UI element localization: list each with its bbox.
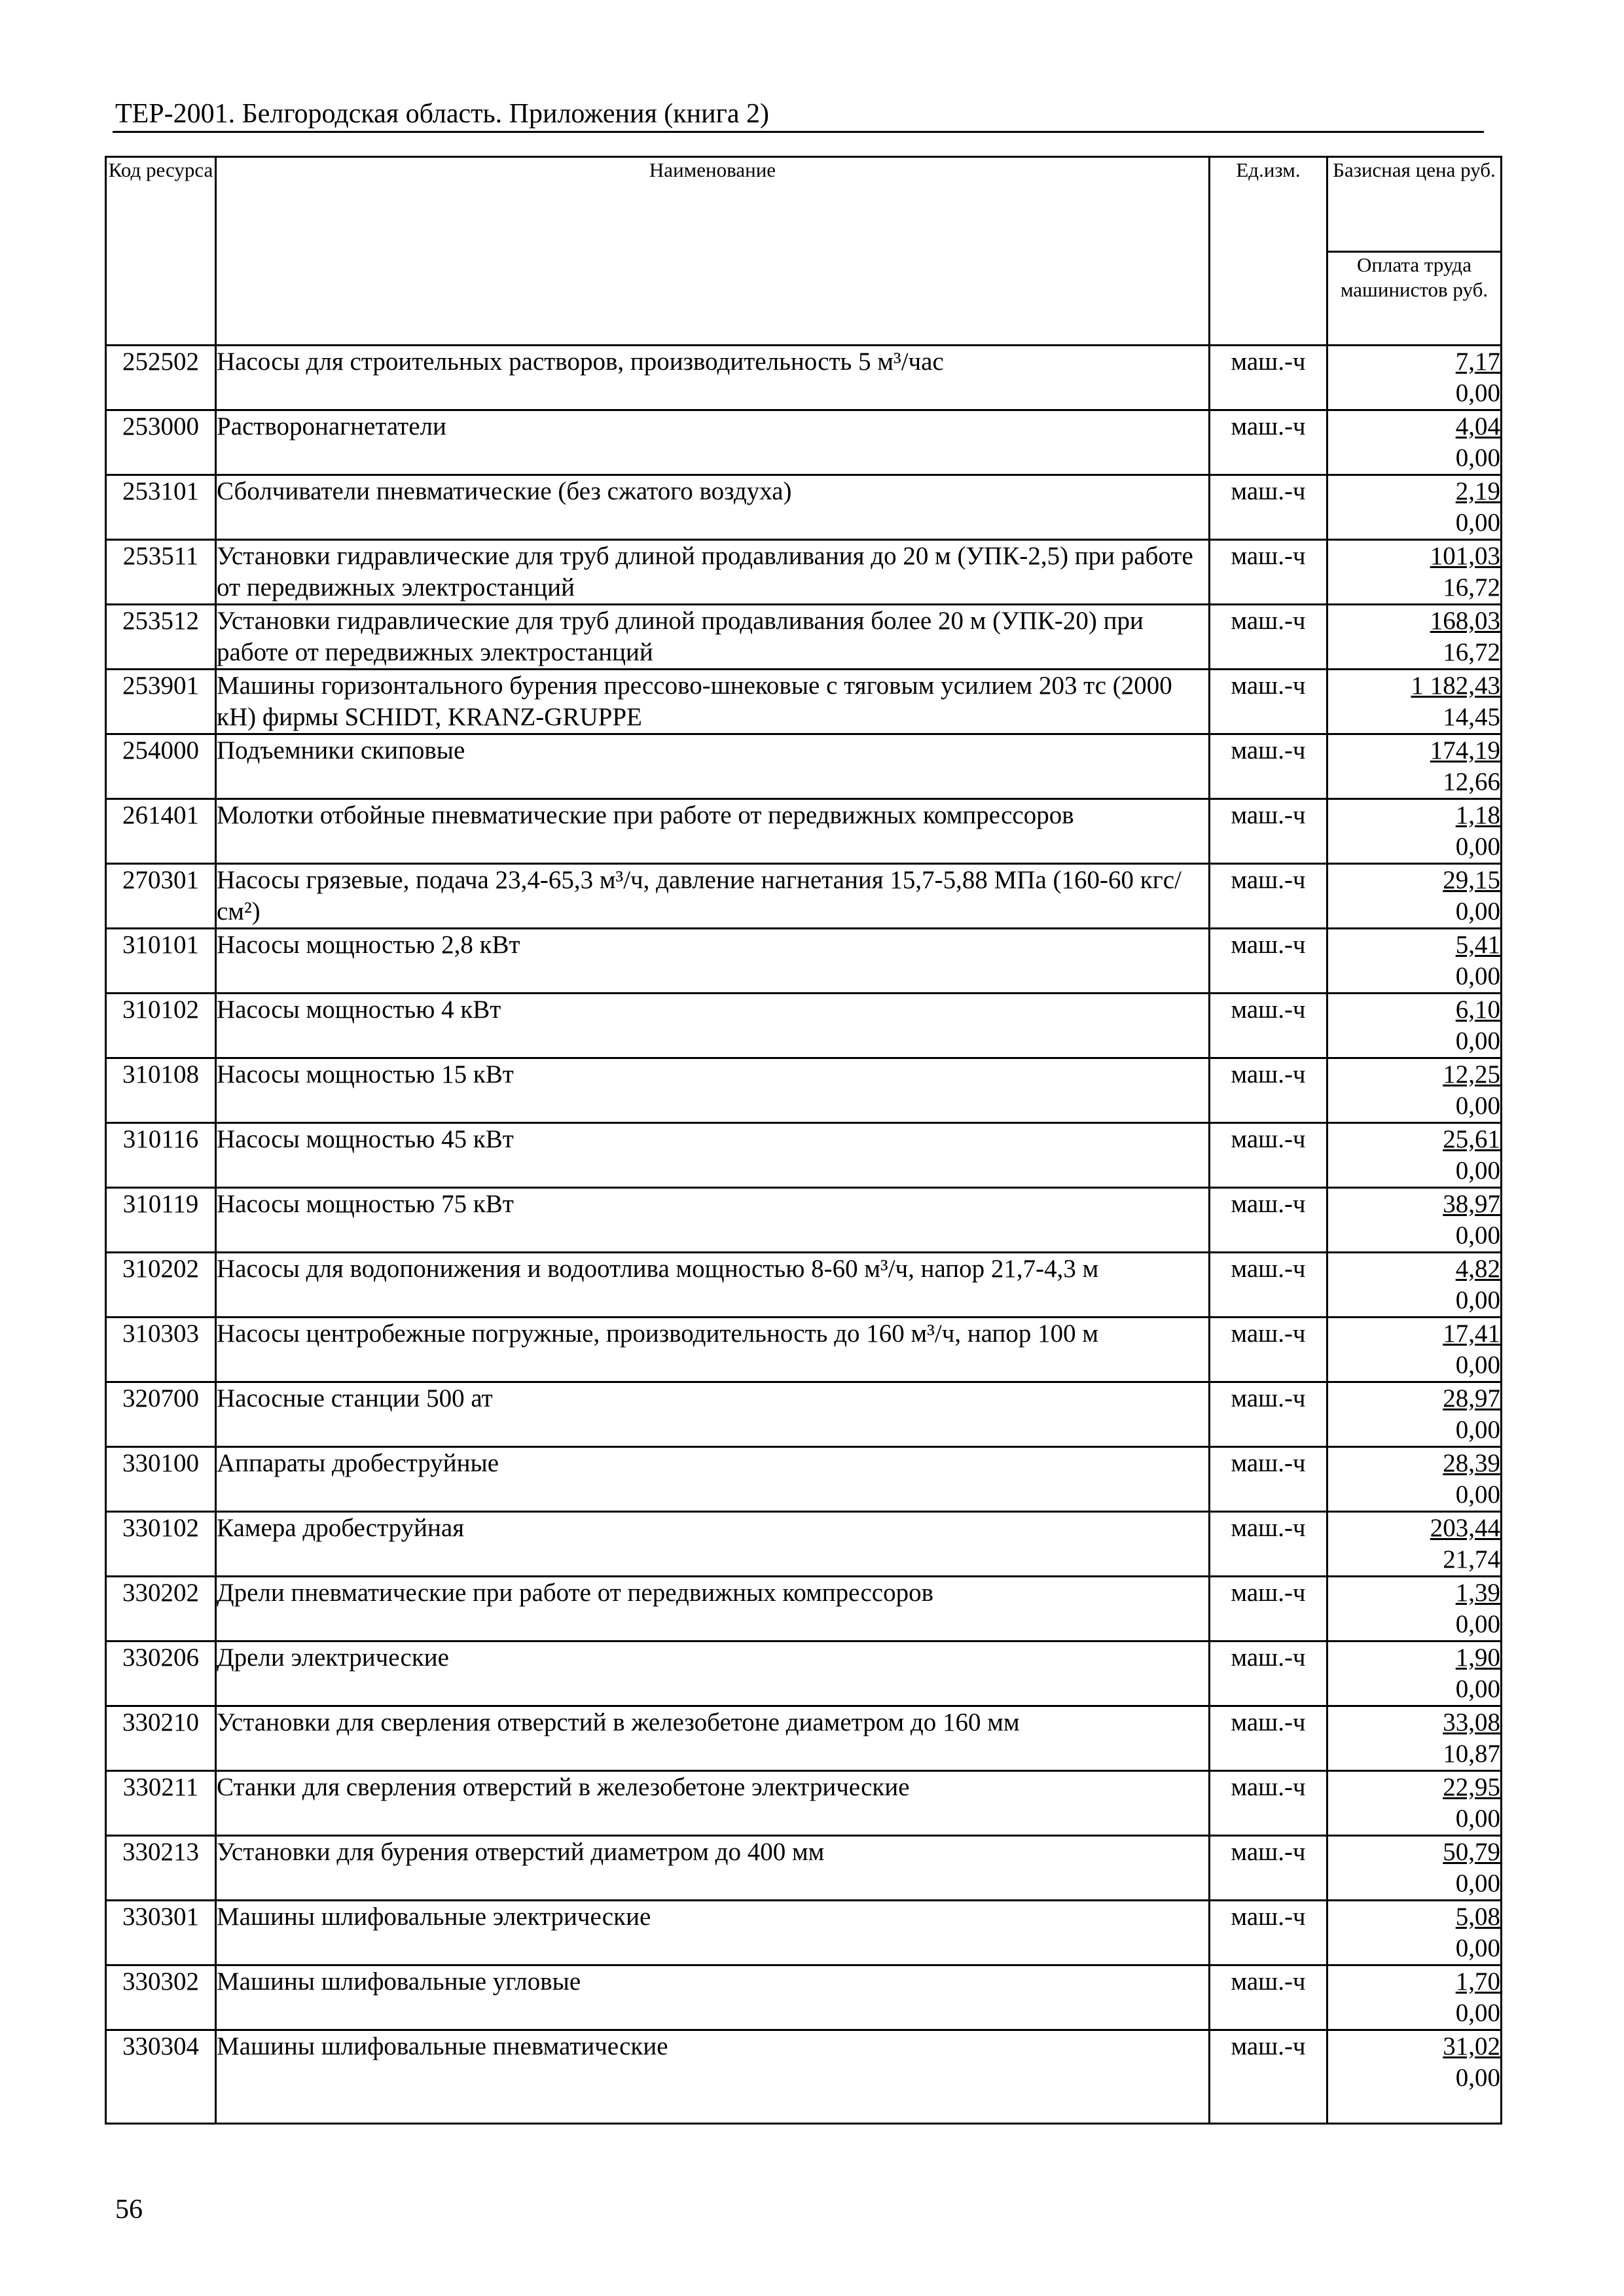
resource-code: 270301 xyxy=(106,864,216,929)
resource-code: 253000 xyxy=(106,410,216,475)
base-price: 12,25 xyxy=(1443,1060,1500,1088)
price-cell xyxy=(1327,1512,1502,1577)
operator-wage: 10,87 xyxy=(1443,1740,1500,1768)
operator-wage: 0,00 xyxy=(1455,1027,1500,1055)
price-cell xyxy=(1327,929,1502,994)
resource-unit: маш.-ч xyxy=(1210,1318,1327,1382)
base-price: 5,41 xyxy=(1455,931,1500,959)
resource-code: 310102 xyxy=(106,994,216,1058)
resource-unit: маш.-ч xyxy=(1210,1901,1327,1965)
resource-name: Сболчиватели пневматические (без сжатого воздуха) xyxy=(216,475,1210,540)
operator-wage: 0,00 xyxy=(1455,379,1500,407)
operator-wage: 0,00 xyxy=(1455,2064,1500,2092)
base-price: 38,97 xyxy=(1443,1190,1500,1218)
resource-unit: маш.-ч xyxy=(1210,1771,1327,1836)
operator-wage: 0,00 xyxy=(1455,509,1500,537)
resource-name: Установки для бурения отверстий диаметром до 400 мм xyxy=(216,1836,1210,1901)
resource-code: 330206 xyxy=(106,1641,216,1706)
resource-name: Машины горизонтального бурения прессово-шнековые с тяговым усилием 203 тс (2000 кН) фирмы SCHIDT, KRANZ-GRUPPE xyxy=(216,670,1210,734)
resource-unit: маш.-ч xyxy=(1210,670,1327,734)
base-price: 2,19 xyxy=(1455,477,1500,505)
price-cell xyxy=(1327,1706,1502,1771)
table-row xyxy=(106,1253,1502,1318)
resource-name: Насосы мощностью 45 кВт xyxy=(216,1123,1210,1188)
resource-name: Дрели электрические xyxy=(216,1641,1210,1706)
operator-wage: 16,72 xyxy=(1443,573,1500,601)
table-row xyxy=(106,1188,1502,1253)
operator-wage: 0,00 xyxy=(1455,962,1500,990)
base-price: 101,03 xyxy=(1430,542,1500,570)
base-price: 6,10 xyxy=(1455,996,1500,1024)
operator-wage: 0,00 xyxy=(1455,1416,1500,1444)
operator-wage: 0,00 xyxy=(1455,1351,1500,1379)
table-row xyxy=(106,929,1502,994)
resource-unit: маш.-ч xyxy=(1210,1706,1327,1771)
operator-wage: 0,00 xyxy=(1455,1092,1500,1120)
resource-unit: маш.-ч xyxy=(1210,1382,1327,1447)
page-header-title: ТЕР-2001. Белгородская область. Приложения (книга 2) xyxy=(115,99,769,129)
table-row xyxy=(106,799,1502,864)
resource-unit: маш.-ч xyxy=(1210,475,1327,540)
resource-unit: маш.-ч xyxy=(1210,1253,1327,1318)
resource-name: Установки гидравлические для труб длиной продавливания до 20 м (УПК-2,5) при работе от передвижных электростанций xyxy=(216,540,1210,605)
operator-wage: 14,45 xyxy=(1443,703,1500,731)
resource-code: 261401 xyxy=(106,799,216,864)
resource-name: Насосы мощностью 15 кВт xyxy=(216,1058,1210,1123)
base-price: 203,44 xyxy=(1430,1514,1500,1542)
resource-unit: маш.-ч xyxy=(1210,994,1327,1058)
table-row xyxy=(106,605,1502,670)
resource-code: 330301 xyxy=(106,1901,216,1965)
resource-name: Насосы для водопонижения и водоотлива мощностью 8-60 м³/ч, напор 21,7-4,3 м xyxy=(216,1253,1210,1318)
table-row xyxy=(106,475,1502,540)
operator-wage: 0,00 xyxy=(1455,1804,1500,1833)
resource-code: 330304 xyxy=(106,2030,216,2124)
price-cell xyxy=(1327,605,1502,670)
table-row xyxy=(106,1058,1502,1123)
resource-unit: маш.-ч xyxy=(1210,1836,1327,1901)
resource-name: Насосы мощностью 75 кВт xyxy=(216,1188,1210,1253)
resource-unit: маш.-ч xyxy=(1210,1447,1327,1512)
resource-unit: маш.-ч xyxy=(1210,1965,1327,2030)
resource-code: 330302 xyxy=(106,1965,216,2030)
resource-unit: маш.-ч xyxy=(1210,1512,1327,1577)
table-row xyxy=(106,540,1502,605)
base-price: 22,95 xyxy=(1443,1773,1500,1801)
operator-wage: 0,00 xyxy=(1455,444,1500,472)
resource-unit: маш.-ч xyxy=(1210,799,1327,864)
column-header-operator-wage: Оплата труда машинистов руб. xyxy=(1327,252,1502,346)
resource-name: Насосные станции 500 ат xyxy=(216,1382,1210,1447)
table-body xyxy=(106,346,1502,2124)
resource-unit: маш.-ч xyxy=(1210,410,1327,475)
table-row xyxy=(106,1965,1502,2030)
base-price: 50,79 xyxy=(1443,1838,1500,1866)
resource-code: 253511 xyxy=(106,540,216,605)
resource-code: 253901 xyxy=(106,670,216,734)
table-row xyxy=(106,1771,1502,1836)
price-cell xyxy=(1327,410,1502,475)
operator-wage: 0,00 xyxy=(1455,1610,1500,1638)
resource-name: Насосы центробежные погружные, производительность до 160 м³/ч, напор 100 м xyxy=(216,1318,1210,1382)
price-cell xyxy=(1327,864,1502,929)
operator-wage: 0,00 xyxy=(1455,1480,1500,1509)
operator-wage: 0,00 xyxy=(1455,1221,1500,1249)
base-price: 168,03 xyxy=(1430,607,1500,635)
price-cell xyxy=(1327,1318,1502,1382)
operator-wage: 0,00 xyxy=(1455,833,1500,861)
resource-code: 330202 xyxy=(106,1577,216,1641)
resource-unit: маш.-ч xyxy=(1210,2030,1327,2124)
base-price: 1 182,43 xyxy=(1411,672,1500,700)
resource-name: Машины шлифовальные пневматические xyxy=(216,2030,1210,2124)
price-cell xyxy=(1327,1447,1502,1512)
base-price: 17,41 xyxy=(1443,1319,1500,1348)
resource-code: 254000 xyxy=(106,734,216,799)
operator-wage: 0,00 xyxy=(1455,1934,1500,1962)
operator-wage: 0,00 xyxy=(1455,897,1500,925)
resource-name: Насосы мощностью 2,8 кВт xyxy=(216,929,1210,994)
resource-unit: маш.-ч xyxy=(1210,1641,1327,1706)
resource-unit: маш.-ч xyxy=(1210,929,1327,994)
resource-code: 252502 xyxy=(106,346,216,410)
base-price: 33,08 xyxy=(1443,1708,1500,1736)
resource-unit: маш.-ч xyxy=(1210,605,1327,670)
resource-name: Молотки отбойные пневматические при работе от передвижных компрессоров xyxy=(216,799,1210,864)
resource-name: Растворонагнетатели xyxy=(216,410,1210,475)
resource-name: Насосы для строительных растворов, производительность 5 м³/час xyxy=(216,346,1210,410)
table-row xyxy=(106,1512,1502,1577)
table-row xyxy=(106,1641,1502,1706)
table-row xyxy=(106,410,1502,475)
resource-code: 310108 xyxy=(106,1058,216,1123)
price-cell xyxy=(1327,1188,1502,1253)
base-price: 1,90 xyxy=(1455,1643,1500,1672)
base-price: 174,19 xyxy=(1430,736,1500,764)
operator-wage: 21,74 xyxy=(1443,1545,1500,1573)
base-price: 1,18 xyxy=(1455,801,1500,829)
price-cell xyxy=(1327,1123,1502,1188)
base-price: 1,70 xyxy=(1455,1967,1500,1996)
price-cell xyxy=(1327,475,1502,540)
table-row xyxy=(106,1706,1502,1771)
resource-code: 320700 xyxy=(106,1382,216,1447)
page-number: 56 xyxy=(115,2195,143,2225)
operator-wage: 12,66 xyxy=(1443,768,1500,796)
resource-name: Машины шлифовальные электрические xyxy=(216,1901,1210,1965)
operator-wage: 0,00 xyxy=(1455,1869,1500,1897)
column-header-unit: Ед.изм. xyxy=(1210,157,1327,346)
resource-name: Установки для сверления отверстий в железобетоне диаметром до 160 мм xyxy=(216,1706,1210,1771)
resource-name: Камера дробеструйная xyxy=(216,1512,1210,1577)
table-row xyxy=(106,670,1502,734)
price-cell xyxy=(1327,540,1502,605)
resource-code: 330211 xyxy=(106,1771,216,1836)
resource-code: 253101 xyxy=(106,475,216,540)
base-price: 5,08 xyxy=(1455,1903,1500,1931)
resource-name: Аппараты дробеструйные xyxy=(216,1447,1210,1512)
operator-wage: 16,72 xyxy=(1443,638,1500,666)
base-price: 28,97 xyxy=(1443,1384,1500,1412)
resource-code: 330213 xyxy=(106,1836,216,1901)
operator-wage: 0,00 xyxy=(1455,1999,1500,2027)
resource-code: 253512 xyxy=(106,605,216,670)
price-cell xyxy=(1327,1577,1502,1641)
resource-unit: маш.-ч xyxy=(1210,1123,1327,1188)
table-row xyxy=(106,1318,1502,1382)
column-header-code: Код ресурса xyxy=(106,157,216,346)
resource-code: 310116 xyxy=(106,1123,216,1188)
resource-name: Дрели пневматические при работе от передвижных компрессоров xyxy=(216,1577,1210,1641)
operator-wage: 0,00 xyxy=(1455,1286,1500,1314)
resource-name: Установки гидравлические для труб длиной продавливания более 20 м (УПК-20) при работе от передвижных электростанций xyxy=(216,605,1210,670)
resource-unit: маш.-ч xyxy=(1210,1188,1327,1253)
price-table xyxy=(105,156,1502,2125)
column-header-base-price: Базисная цена руб. xyxy=(1327,157,1502,252)
base-price: 28,39 xyxy=(1443,1449,1500,1477)
price-cell xyxy=(1327,1771,1502,1836)
base-price: 25,61 xyxy=(1443,1125,1500,1153)
table-row xyxy=(106,1836,1502,1901)
base-price: 1,39 xyxy=(1455,1579,1500,1607)
resource-unit: маш.-ч xyxy=(1210,346,1327,410)
table-row xyxy=(106,1577,1502,1641)
table-row xyxy=(106,346,1502,410)
price-cell xyxy=(1327,1901,1502,1965)
price-cell xyxy=(1327,2030,1502,2124)
table-row xyxy=(106,1123,1502,1188)
resource-unit: маш.-ч xyxy=(1210,734,1327,799)
table-row xyxy=(106,1382,1502,1447)
operator-wage: 0,00 xyxy=(1455,1157,1500,1185)
base-price: 4,04 xyxy=(1455,412,1500,440)
resource-name: Станки для сверления отверстий в железобетоне электрические xyxy=(216,1771,1210,1836)
resource-name: Насосы мощностью 4 кВт xyxy=(216,994,1210,1058)
table-row xyxy=(106,994,1502,1058)
table-row xyxy=(106,1447,1502,1512)
price-cell xyxy=(1327,1836,1502,1901)
base-price: 7,17 xyxy=(1455,348,1500,376)
resource-code: 310119 xyxy=(106,1188,216,1253)
table-row xyxy=(106,2030,1502,2124)
price-cell xyxy=(1327,1641,1502,1706)
column-header-name: Наименование xyxy=(216,157,1210,346)
resource-unit: маш.-ч xyxy=(1210,1577,1327,1641)
table-row xyxy=(106,864,1502,929)
table-row xyxy=(106,734,1502,799)
price-cell xyxy=(1327,1253,1502,1318)
price-cell xyxy=(1327,799,1502,864)
resource-code: 310101 xyxy=(106,929,216,994)
price-cell xyxy=(1327,670,1502,734)
resource-code: 330100 xyxy=(106,1447,216,1512)
base-price: 31,02 xyxy=(1443,2032,1500,2060)
price-cell xyxy=(1327,1965,1502,2030)
price-cell xyxy=(1327,346,1502,410)
base-price: 29,15 xyxy=(1443,866,1500,894)
resource-unit: маш.-ч xyxy=(1210,864,1327,929)
resource-name: Подъемники скиповые xyxy=(216,734,1210,799)
table-header xyxy=(106,157,1502,346)
resource-code: 310303 xyxy=(106,1318,216,1382)
resource-unit: маш.-ч xyxy=(1210,540,1327,605)
resource-name: Машины шлифовальные угловые xyxy=(216,1965,1210,2030)
resource-code: 330210 xyxy=(106,1706,216,1771)
resource-unit: маш.-ч xyxy=(1210,1058,1327,1123)
price-cell xyxy=(1327,994,1502,1058)
header-divider xyxy=(113,131,1484,133)
operator-wage: 0,00 xyxy=(1455,1675,1500,1703)
resource-code: 330102 xyxy=(106,1512,216,1577)
price-cell xyxy=(1327,1382,1502,1447)
price-cell xyxy=(1327,1058,1502,1123)
table-row xyxy=(106,1901,1502,1965)
price-cell xyxy=(1327,734,1502,799)
resource-name: Насосы грязевые, подача 23,4-65,3 м³/ч, давление нагнетания 15,7-5,88 МПа (160-60 кгс/см²) xyxy=(216,864,1210,929)
resource-code: 310202 xyxy=(106,1253,216,1318)
base-price: 4,82 xyxy=(1455,1255,1500,1283)
